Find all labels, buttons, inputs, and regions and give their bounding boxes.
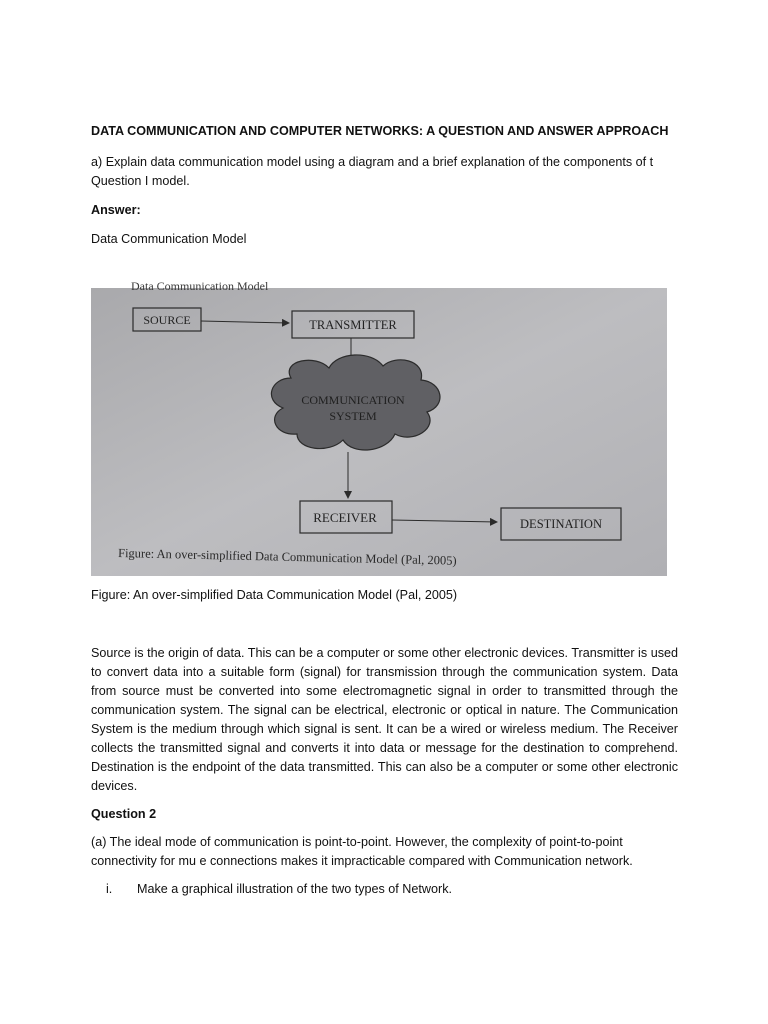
transmitter-label: TRANSMITTER <box>309 318 397 332</box>
explanation-paragraph: Source is the origin of data. This can be a computer or some other electronic devices. Transmitter is used to convert data into a suitable form (signal) for transmission through the communication system. Data from source must be converted into some electromagnetic signal in order to transmitted through the communication system. The signal can be electrical, electronic or optical in nature. The Communication System is the medium through which signal is sent. It can be a wired or wireless medium. The Receiver collects the transmitted signal and converts it into data or message for the destination to comprehend. Destination is the endpoint of the data transmitted. This can also be a computer or some other electronic devices. <box>91 646 678 793</box>
model-heading: Data Communication Model <box>91 232 247 246</box>
photo-caption: Figure: An over-simplified Data Communication Model (Pal, 2005) <box>117 546 457 568</box>
question-2-list-item <box>106 880 452 899</box>
communication-label-line-1: COMMUNICATION <box>301 393 405 407</box>
diagram-photo <box>91 279 667 576</box>
list-item-text: Make a graphical illustration of the two types of Network. <box>137 882 452 896</box>
list-item-marker: i. <box>106 882 113 896</box>
question-1-line-1: a) Explain data communication model using a diagram and a brief explanation of the components of t <box>91 155 654 169</box>
question-2-line-2: connectivity for mu e connections makes it impracticable compared with Communication network. <box>91 854 633 868</box>
source-label: SOURCE <box>143 313 191 327</box>
question-1-line-2: Question I model. <box>91 174 190 188</box>
figure-caption: Figure: An over-simplified Data Communication Model (Pal, 2005) <box>91 588 458 602</box>
answer-label: Answer: <box>91 203 141 217</box>
question-2-text <box>91 833 678 871</box>
photo-top-cut-text: Data Communication Model <box>131 279 269 293</box>
communication-label-line-2: SYSTEM <box>329 409 377 423</box>
document-title: DATA COMMUNICATION AND COMPUTER NETWORKS: A QUESTION AND ANSWER APPROACH <box>91 124 669 138</box>
destination-label: DESTINATION <box>520 517 602 531</box>
question-2-label: Question 2 <box>91 807 157 821</box>
question-2-line-1: (a) The ideal mode of communication is point-to-point. However, the complexity of point-to-point <box>91 835 623 849</box>
question-1-text <box>91 153 691 191</box>
receiver-label: RECEIVER <box>313 510 377 525</box>
